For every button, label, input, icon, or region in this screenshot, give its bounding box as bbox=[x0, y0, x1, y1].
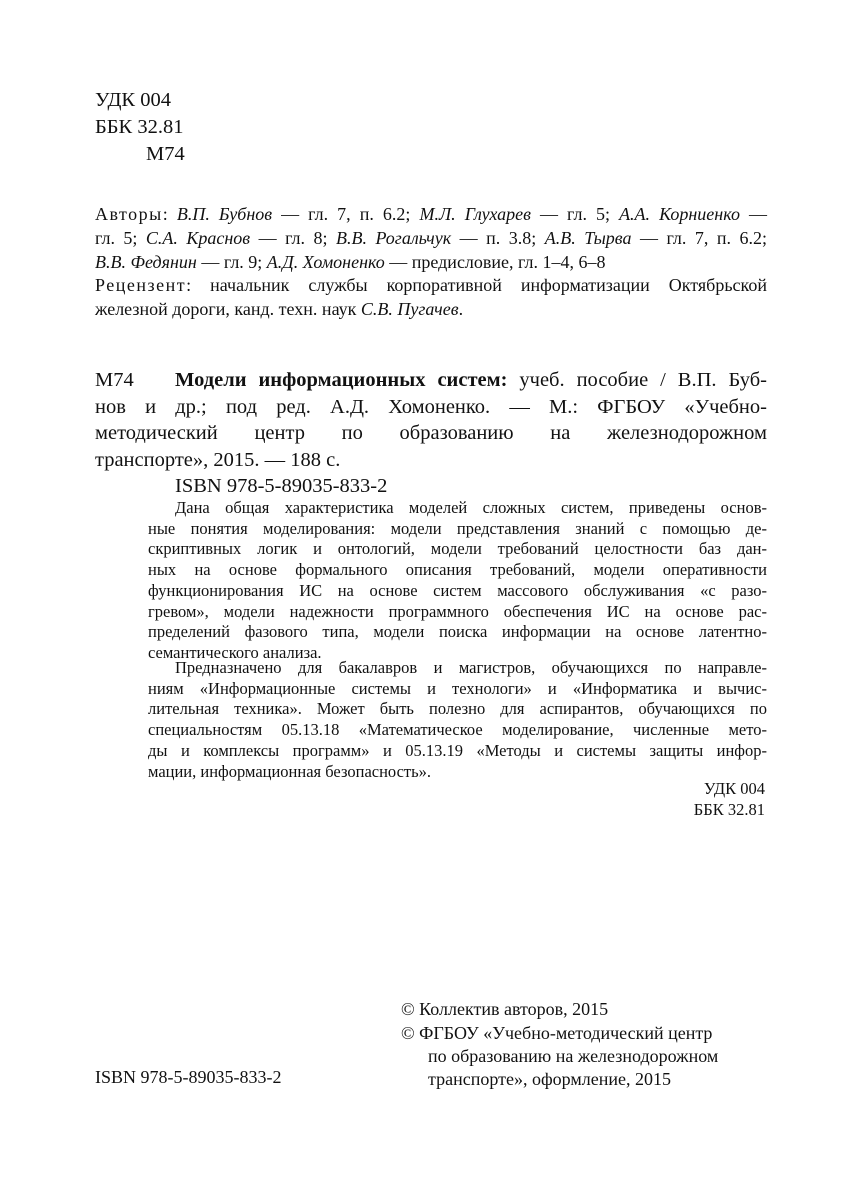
abstract-line: пределений фазового типа, модели поиска информации на основе латентно- bbox=[148, 622, 767, 642]
text-segment: гл. 5; bbox=[95, 228, 146, 248]
text-segment: — гл. 5; bbox=[530, 204, 620, 224]
text-segment: транспорте», 2015. — 188 с. bbox=[95, 448, 341, 471]
text-segment: — предисловие, гл. 1–4, 6–8 bbox=[384, 252, 606, 272]
abstract-line: ных на основе формального описания требований, модели оперативности bbox=[148, 560, 767, 580]
text-segment: — п. 3.8; bbox=[451, 228, 545, 248]
abstract-line: ные понятия моделирования: модели представления знаний с помощью де- bbox=[148, 518, 767, 538]
abstract-line: лительная техника». Может быть полезно для аспирантов, обучающихся по bbox=[148, 699, 767, 719]
abstract-line: ды и комплексы программ» и 05.13.19 «Методы и системы защиты инфор- bbox=[148, 740, 767, 760]
text-segment: учеб. пособие / В.П. Буб- bbox=[507, 369, 768, 391]
entry-line bbox=[95, 395, 767, 419]
authors-line bbox=[95, 227, 767, 249]
abstract-udk: УДК 004 bbox=[703, 779, 765, 798]
author-sign-code: М74 bbox=[146, 143, 185, 165]
reviewer-line bbox=[95, 298, 463, 320]
text-segment: . bbox=[458, 299, 464, 319]
entry-line bbox=[95, 448, 340, 472]
abstract-line: функционирования ИС на основе систем массового обслуживания «с разо- bbox=[148, 580, 767, 600]
person-name: А.А. Корниенко bbox=[619, 204, 740, 224]
text-segment: — гл. 8; bbox=[250, 228, 336, 248]
text-segment: : bbox=[162, 204, 177, 224]
entry-code: М74 bbox=[95, 369, 134, 391]
entry-line bbox=[95, 421, 767, 445]
entry-isbn: ISBN 978-5-89035-833-2 bbox=[175, 475, 388, 497]
authors-line bbox=[95, 251, 606, 273]
abstract-line: ниям «Информационные системы и технологи» и «Информатика и вычис- bbox=[148, 678, 767, 698]
person-name: С.В. Пугачев bbox=[360, 299, 459, 319]
person-name: М.Л. Глухарев bbox=[419, 204, 531, 224]
text-segment: — гл. 9; bbox=[196, 252, 267, 272]
abstract-line: гревом», модели надежности программного обеспечения ИС на основе рас- bbox=[148, 601, 767, 621]
bbk-code: ББК 32.81 bbox=[95, 116, 184, 138]
copyright-line: транспорте», оформление, 2015 bbox=[428, 1069, 671, 1089]
text-segment: методический центр по образованию на железнодорожном bbox=[95, 422, 767, 444]
abstract-line: Предназначено для бакалавров и магистров, обучающихся по направле- bbox=[175, 658, 767, 677]
text-segment: железной дороги, канд. техн. наук bbox=[95, 299, 361, 319]
person-name: В.П. Бубнов bbox=[176, 204, 273, 224]
copyright-line: по образованию на железнодорожном bbox=[428, 1046, 719, 1066]
abstract-line: специальностям 05.13.18 «Математическое моделирование, численные мето- bbox=[148, 720, 767, 740]
reviewer-line bbox=[95, 274, 767, 296]
person-name: В.В. Рогальчук bbox=[335, 228, 452, 248]
field-label: Рецензент bbox=[95, 275, 187, 295]
abstract-line: Дана общая характеристика моделей сложных систем, приведены основ- bbox=[175, 498, 767, 517]
person-name: В.В. Федянин bbox=[95, 252, 197, 272]
person-name: А.В. Тырва bbox=[544, 228, 632, 248]
abstract-line: скриптивных логик и онтологий, модели требований целостности баз дан- bbox=[148, 539, 767, 559]
abstract-line: мации, информационная безопасность». bbox=[148, 761, 432, 781]
text-segment: — bbox=[739, 204, 768, 224]
abstract-bbk: ББК 32.81 bbox=[693, 800, 765, 819]
udk-code: УДК 004 bbox=[95, 89, 171, 111]
footer-isbn: ISBN 978-5-89035-833-2 bbox=[95, 1067, 282, 1087]
text-segment: : начальник службы корпоративной информатизации Октябрьской bbox=[186, 275, 767, 295]
copyright-line: © ФГБОУ «Учебно-методический центр bbox=[401, 1023, 713, 1043]
book-title: Модели информационных систем: bbox=[175, 369, 508, 391]
text-segment: — гл. 7, п. 6.2; bbox=[272, 204, 420, 224]
abstract-line: семантического анализа. bbox=[148, 642, 322, 662]
copyright-line: © Коллектив авторов, 2015 bbox=[401, 999, 609, 1019]
field-label: Авторы bbox=[95, 204, 163, 224]
text-segment: нов и др.; под ред. А.Д. Хомоненко. — М.: ФГБОУ «Учебно- bbox=[95, 395, 767, 418]
text-segment: — гл. 7, п. 6.2; bbox=[631, 228, 767, 248]
entry-line bbox=[175, 368, 767, 392]
authors-line bbox=[95, 203, 767, 225]
person-name: С.А. Краснов bbox=[145, 228, 251, 248]
person-name: А.Д. Хомоненко bbox=[266, 252, 385, 272]
